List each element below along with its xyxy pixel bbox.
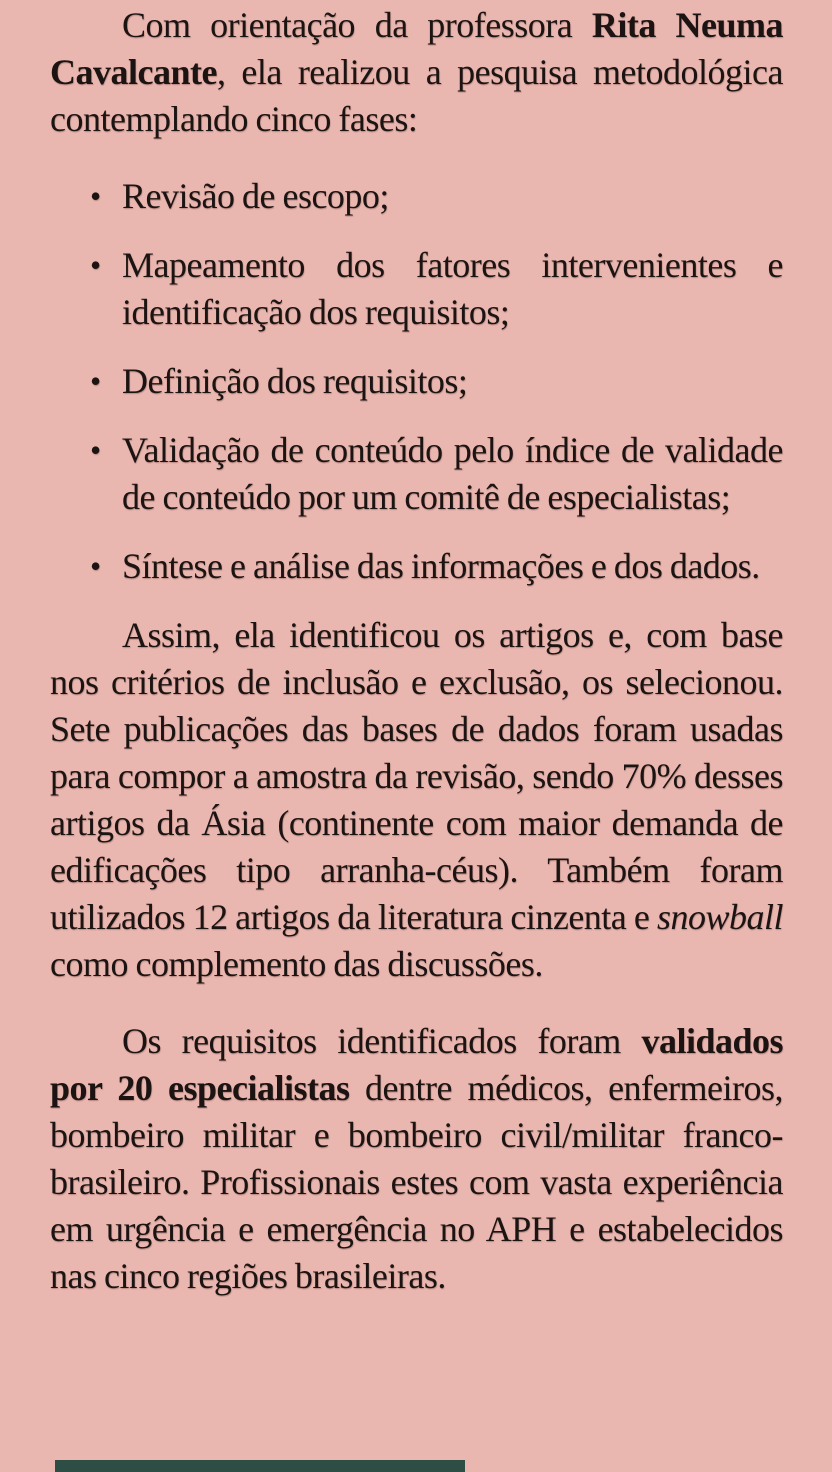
list-item	[50, 242, 783, 336]
paragraph-orientation: Com orientação da professora Rita Neuma Cavalcante, ela realizou a pesquisa metodológica contemplando cinco fases:	[50, 5, 783, 139]
list-item	[50, 543, 783, 590]
bullet-icon: •	[90, 548, 101, 584]
list-item	[50, 427, 783, 521]
list-item-text: Síntese e análise das informações e dos dados.	[122, 546, 760, 586]
list-item	[50, 173, 783, 220]
decorative-bottom-bar	[55, 1460, 465, 1472]
bullet-icon: •	[90, 432, 101, 468]
list-item-text: Revisão de escopo;	[122, 176, 389, 216]
bullet-icon: •	[90, 247, 101, 283]
bullet-icon: •	[90, 363, 101, 399]
paragraph-selection: Assim, ela identificou os artigos e, com base nos critérios de inclusão e exclusão, os selecionou. Sete publicações das bases de dados foram usadas para compor a amostra da revisão, sendo 70% desses artigos da Ásia (continente com maior demanda de edificações tipo arranha-céus). Também foram utilizados 12 artigos da literatura cinzenta e snowball como complemento das discussões.	[50, 615, 783, 984]
paragraph-validation: Os requisitos identificados foram validados por 20 especialistas dentre médicos, enfermeiros, bombeiro militar e bombeiro civil/militar franco-brasileiro. Profissionais estes com vasta experiência em urgência e emergência no APH e estabelecidos nas cinco regiões brasileiras.	[50, 1021, 783, 1296]
list-item-text: Definição dos requisitos;	[122, 361, 468, 401]
article-text	[50, 0, 783, 1330]
list-item-text: Validação de conteúdo pelo índice de validade de conteúdo por um comitê de especialistas;	[122, 430, 783, 517]
list-item-text: Mapeamento dos fatores intervenientes e identificação dos requisitos;	[122, 245, 783, 332]
bullet-icon: •	[90, 178, 101, 214]
phases-bullet-list	[50, 173, 783, 590]
list-item	[50, 358, 783, 405]
